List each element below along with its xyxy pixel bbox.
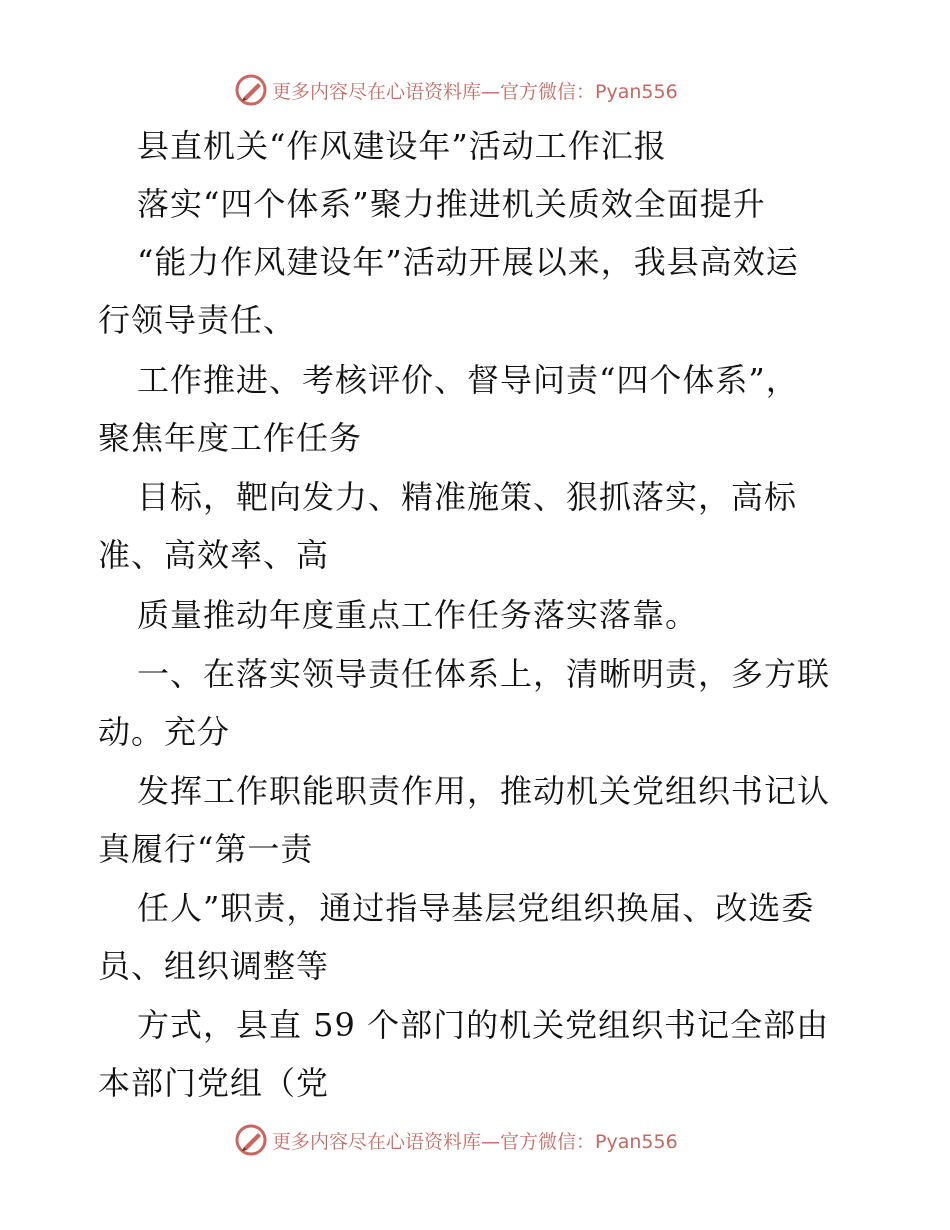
- paragraph-line: 方式，县直 59 个部门的机关党组织书记全部由: [137, 1006, 830, 1044]
- paragraph-line: 准、高效率、高: [98, 536, 330, 574]
- document-title: 县直机关“作风建设年”活动工作汇报: [137, 127, 667, 165]
- section-heading-line: 一、在落实领导责任体系上，清晰明责，多方联: [137, 655, 831, 693]
- watermark-text: 更多内容尽在心语资料库—官方微信：Pyan556: [272, 1130, 678, 1153]
- watermark-banner-top: [234, 72, 754, 108]
- paragraph-line: 目标，靶向发力、精准施策、狠抓落实，高标: [137, 478, 798, 516]
- paragraph-line: 真履行“第一责: [98, 830, 314, 868]
- watermark-text: 更多内容尽在心语资料库—官方微信：Pyan556: [272, 80, 678, 103]
- paragraph-line: 质量推动年度重点工作任务落实落靠。: [137, 596, 699, 634]
- paragraph-line: 员、组织调整等: [98, 947, 330, 985]
- watermark-banner-bottom: [234, 1122, 754, 1158]
- paragraph-line: 发挥工作职能职责作用，推动机关党组织书记认: [137, 772, 831, 810]
- paragraph-line: 任人”职责，通过指导基层党组织换届、改选委: [137, 889, 815, 927]
- paragraph-line: 行领导责任、: [98, 301, 297, 339]
- paragraph-line: 聚焦年度工作任务: [98, 419, 363, 457]
- pen-logo-icon: [234, 73, 268, 107]
- paragraph-line: 动。充分: [98, 713, 231, 751]
- document-subtitle: 落实“四个体系”聚力推进机关质效全面提升: [137, 185, 766, 223]
- paragraph-line: “能力作风建设年”活动开展以来，我县高效运: [137, 243, 799, 281]
- paragraph-line: 本部门党组（党: [98, 1064, 330, 1102]
- paragraph-line: 工作推进、考核评价、督导问责“四个体系”，: [137, 361, 799, 399]
- pen-logo-icon: [234, 1123, 268, 1157]
